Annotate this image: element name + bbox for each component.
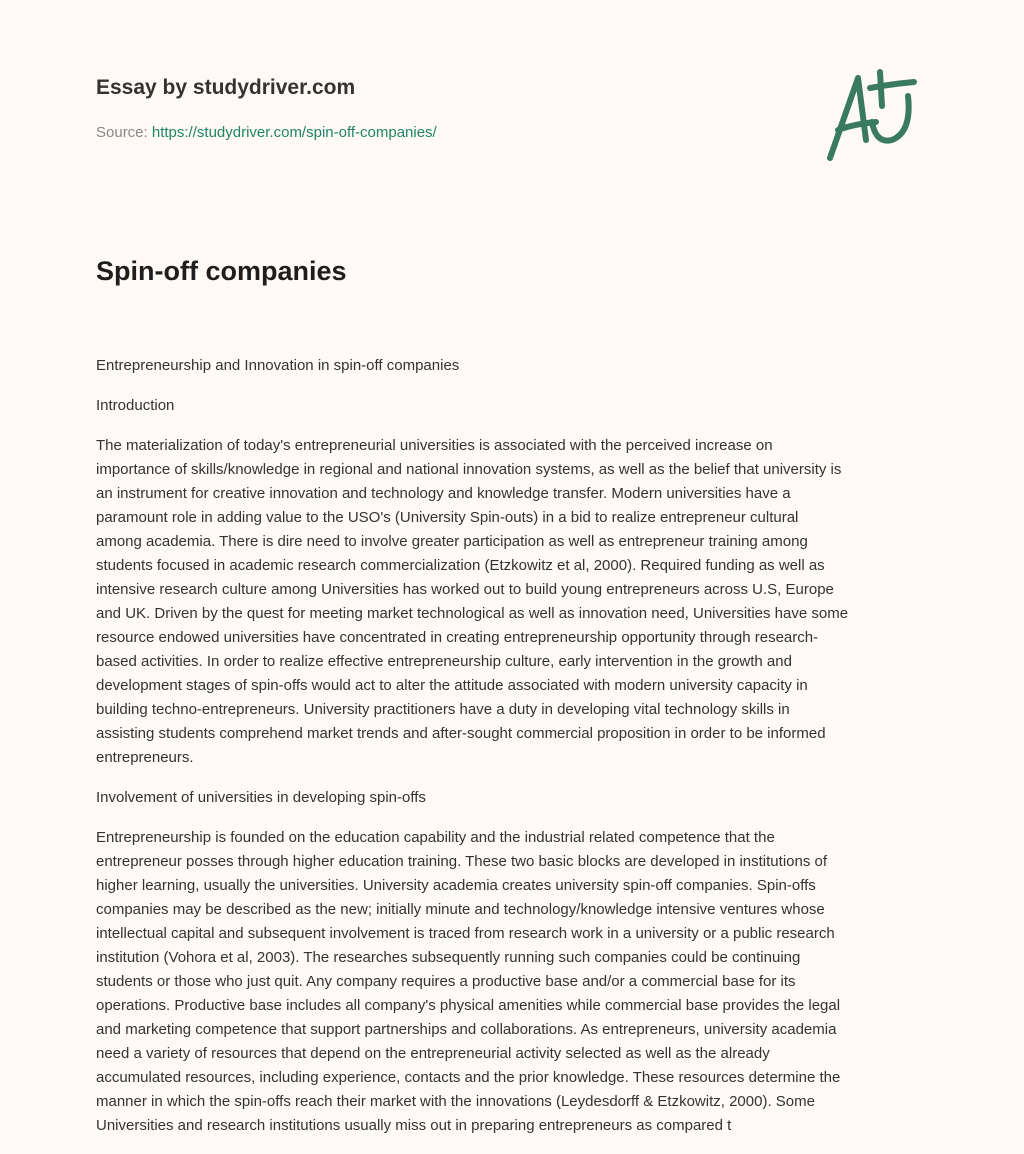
intro-heading: Introduction xyxy=(96,397,175,414)
text-line: companies may be described as the new; initially minute and technology/knowledge intensive ventures whose xyxy=(96,901,825,918)
text-line: development stages of spin-offs would act to alter the attitude associated with modern university capacity in xyxy=(96,677,808,694)
text-line: manner in which the spin-offs reach their market with the innovations (Leydesdorff & Etzkowitz, 2000). Some xyxy=(96,1093,815,1110)
a-plus-logo-icon xyxy=(820,68,930,164)
text-line: among academia. There is dire need to involve greater participation as well as entrepreneur training among xyxy=(96,533,808,550)
text-line: The materialization of today's entrepreneurial universities is associated with the perceived increase on xyxy=(96,437,773,454)
text-line: accumulated resources, including experience, contacts and the prior knowledge. These resources determine the xyxy=(96,1069,841,1086)
text-line: and marketing competence that support partnerships and collaborations. As entrepreneurs, university academia xyxy=(96,1021,837,1038)
text-line: building techno-entrepreneurs. University practitioners have a duty in developing vital technology skills in xyxy=(96,701,790,718)
text-line: students focused in academic research commercialization (Etzkowitz et al, 2000). Required funding as well as xyxy=(96,557,825,574)
text-line: entrepreneur posses through higher education training. These two basic blocks are developed in institutions of xyxy=(96,853,828,870)
text-line: entrepreneurs. xyxy=(96,749,194,766)
text-line: students or those who just quit. Any company requires a productive base and/or a commercial base for its xyxy=(96,973,796,990)
site-title: Essay by studydriver.com xyxy=(96,76,356,99)
text-line: paramount role in adding value to the USO's (University Spin-outs) in a bid to realize entrepreneur cultural xyxy=(96,509,799,526)
text-line: institution (Vohora et al, 2003). The researches subsequently running such companies could be continuing xyxy=(96,949,801,966)
essay-subtitle: Entrepreneurship and Innovation in spin-off companies xyxy=(96,357,460,374)
page-title: Spin-off companies xyxy=(96,256,347,286)
text-line: intellectual capital and subsequent involvement is traced from research work in a university or a public research xyxy=(96,925,835,942)
text-line: intensive research culture among Universities has worked out to build young entrepreneurs across U.S, Europe xyxy=(96,581,834,598)
essay-body xyxy=(96,354,936,1154)
paragraph-1 xyxy=(96,434,936,770)
text-line: importance of skills/knowledge in regional and national innovation systems, as well as the belief that university is xyxy=(96,461,842,478)
text-line: Entrepreneurship is founded on the education capability and the industrial related competence that the xyxy=(96,829,775,846)
text-line: based activities. In order to realize effective entrepreneurship culture, early intervention in the growth and xyxy=(96,653,792,670)
source-label: Source: xyxy=(96,124,148,141)
text-line: resource endowed universities have concentrated in creating entrepreneurship opportunity through research- xyxy=(96,629,819,646)
paragraph-2 xyxy=(96,826,936,1138)
text-line: Universities and research institutions usually miss out in preparing entrepreneurs as compared t xyxy=(96,1117,732,1134)
text-line: an instrument for creative innovation and technology and knowledge transfer. Modern universities have a xyxy=(96,485,791,502)
text-line: and UK. Driven by the quest for meeting market technological as well as innovation need, Universities have some xyxy=(96,605,849,622)
source-link[interactable]: https://studydriver.com/spin-off-companies/ xyxy=(151,124,437,141)
text-line: need a variety of resources that depend on the entrepreneurial activity selected as well as the already xyxy=(96,1045,770,1062)
text-line: higher learning, usually the universities. University academia creates university spin-off companies. Spin-offs xyxy=(96,877,816,894)
text-line: assisting students comprehend market trends and after-sought commercial proposition in order to be informed xyxy=(96,725,826,742)
text-line: operations. Productive base includes all company's physical amenities while commercial base provides the legal xyxy=(96,997,841,1014)
source-line xyxy=(96,124,437,141)
section-heading: Involvement of universities in developing spin-offs xyxy=(96,789,426,806)
